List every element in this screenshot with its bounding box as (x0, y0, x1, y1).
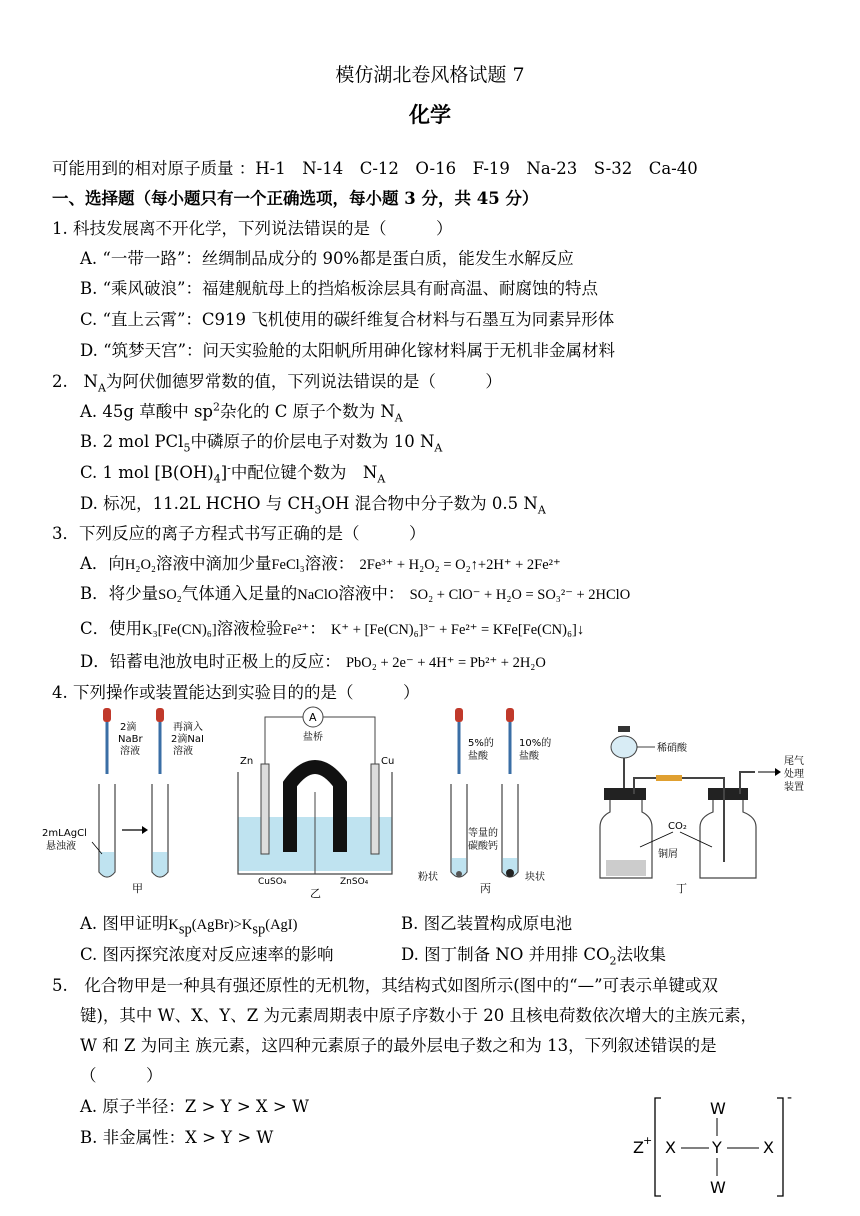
q4-d-text1: D. 图丁制备 NO 并用排 CO (401, 945, 610, 964)
q3-c-end: ： (309, 619, 326, 638)
ding-cu-label: 铜屑 (658, 849, 678, 860)
yi-label: 乙 (310, 887, 321, 900)
cu-label: Cu (381, 756, 395, 767)
bing-powder: 粉状 (418, 872, 438, 883)
q2-b-text2: 中磷原子的价层电子对数为 10 N (190, 432, 435, 451)
q3-option-a (80, 550, 561, 574)
q5-option-a: A. 原子半径：Z > Y > X > W (80, 1097, 309, 1116)
q3-b-so2: SO₂ (158, 587, 182, 603)
jia-label: 甲 (132, 882, 143, 895)
rubber-connector (656, 775, 682, 781)
dropper-bulb (455, 708, 463, 722)
cuso4-label: CuSO₄ (258, 877, 287, 887)
q3-a-text: A．向 (80, 554, 125, 573)
q3-b-naclo: NaClO (297, 587, 339, 603)
q3-option-c (80, 615, 584, 639)
bing-acid2-l1: 10%的 (519, 738, 552, 749)
ding-tail-l2: 处理 (784, 769, 804, 780)
struct-x-right: X (763, 1138, 774, 1157)
q2-b-sub: 5 (183, 441, 191, 455)
q3-d-text: D．铅蓄电池放电时正极上的反应： (80, 652, 341, 671)
copper-scraps (606, 860, 646, 876)
jia-tube-l1: 2mLAgCl (42, 828, 87, 839)
dropper-bulb (103, 708, 111, 722)
arrow-head (775, 768, 781, 776)
wire-right (323, 717, 375, 764)
q5-option-b: B. 非金属性：X > Y > W (80, 1128, 274, 1147)
q3-b-end: 溶液中： (338, 584, 405, 603)
jia-drop2-l3: 溶液 (173, 746, 193, 757)
q2-c-sub2: A (377, 472, 386, 486)
cu-electrode (371, 764, 379, 854)
q4-option-d (401, 941, 666, 967)
ding-tail-l1: 尾气 (784, 756, 804, 767)
q4-a-mid: (AgBr)>K (191, 917, 253, 933)
q3-a-mid: 溶液中滴加少量 (155, 554, 272, 573)
suspension-liquid (100, 852, 115, 877)
q1-option-c: C. “直上云霄”：C919 飞机使用的碳纤维复合材料与石墨互为同素异形体 (80, 310, 615, 329)
struct-y: Y (712, 1138, 722, 1157)
q3-b-text: B．将少量 (80, 584, 159, 603)
q4-a-text: A. 图甲证明 (80, 914, 169, 933)
q3-b-mid: 气体通入足量的 (181, 584, 298, 603)
zn-electrode (261, 764, 269, 854)
q2-option-b (80, 428, 442, 454)
q3-a-end: 溶液： (304, 554, 355, 573)
struct-z-charge: + (643, 1134, 653, 1147)
exam-title: 模仿湖北卷风格试题 7 (335, 64, 525, 86)
ding-gas-label: CO₂ (668, 821, 687, 832)
struct-w-top: W (710, 1099, 726, 1118)
flask-right (700, 800, 756, 878)
q2-option-c (80, 459, 385, 485)
salt-bridge-label: 盐桥 (303, 732, 323, 743)
q4-apparatus-figure (40, 702, 830, 902)
q2-a-sup: 2 (212, 400, 220, 414)
q2-d-text2: OH 混合物中分子数为 0.5 N (321, 494, 538, 513)
suspension-liquid (153, 852, 168, 877)
q2-b-sub2: A (434, 441, 443, 455)
q2-c-bracket: ] (220, 463, 228, 482)
arrow-head (142, 826, 148, 834)
bing-acid1-l2: 盐酸 (468, 751, 488, 762)
atomic-mass-line: 可能用到的相对原子质量 ：H-1 N-14 C-12 O-16 F-19 Na-23 S-32 Ca-40 (52, 159, 698, 178)
subject-title: 化学 (409, 102, 451, 127)
q2-d-text1: D. 标况，11.2L HCHO 与 CH (80, 494, 315, 513)
q3-a-h2o2: H₂O₂ (124, 557, 156, 573)
q4-d-text2: 法收集 (616, 945, 666, 964)
jia-drop1-l2: NaBr (118, 734, 143, 745)
q2-c-sub: 4 (213, 472, 221, 486)
q3-c-equation: K⁺ + [Fe(CN)₆]³⁻ + Fe²⁺ = KFe[Fe(CN)₆]↓ (330, 622, 585, 638)
struct-z: Z (633, 1138, 644, 1157)
q3-c-ion: Fe²⁺ (282, 622, 310, 638)
jia-drop2-l1: 再滴入 (173, 722, 203, 733)
q2-c-text1: C. 1 mol [B(OH) (80, 463, 214, 482)
bing-acid2-l2: 盐酸 (519, 751, 539, 762)
q2-d-sub: 3 (314, 503, 322, 517)
q3-option-b (80, 580, 630, 604)
flask-stopper (604, 788, 646, 800)
q4-option-c: C. 图丙探究浓度对反应速率的影响 (80, 945, 334, 964)
q2-b-text1: B. 2 mol PCl (80, 432, 184, 451)
label-pointer (92, 842, 102, 854)
separatory-funnel (611, 736, 637, 758)
figure-bing (418, 708, 551, 895)
q3-d-equation: PbO₂ + 2e⁻ + 4H⁺ = Pb²⁺ + 2H₂O (345, 655, 546, 671)
q1-option-d: D. “筑梦天宫”：问天实验舱的太阳帆所用砷化镓材料属于无机非金属材料 (80, 341, 616, 360)
powder-caco3 (456, 871, 462, 877)
q3-b-equation: SO₂ + ClO⁻ + H₂O = SO₃²⁻ + 2HClO (409, 587, 631, 603)
figure-jia (42, 708, 204, 895)
section-heading: 一、选择题（每小题只有一个正确选项，每小题 3 分，共 45 分） (52, 189, 539, 208)
bracket-left (655, 1098, 661, 1196)
q4-a-k: K (168, 917, 179, 933)
bracket-right (777, 1098, 783, 1196)
q5-structure-figure (625, 1090, 805, 1205)
q2-na-sub: A (97, 381, 106, 395)
bing-block: 块状 (525, 872, 545, 883)
flask-stopper (708, 788, 748, 800)
q4-a-sp: sp (178, 921, 192, 938)
q2-a-sub: A (394, 411, 403, 425)
block-caco3 (506, 869, 514, 877)
bing-caco3-l2: 碳酸钙 (468, 841, 498, 852)
struct-w-bottom: W (710, 1178, 726, 1197)
q5-stem-line1: 5. 化合物甲是一种具有强还原性的无机物，其结构式如图所示(图中的“—”可表示单键或双 (52, 976, 719, 995)
q1-stem: 1. 科技发展离不开化学，下列说法错误的是（ ） (52, 219, 453, 238)
ding-acid-label: 稀硝酸 (657, 743, 687, 754)
zn-label: Zn (240, 756, 254, 767)
struct-charge: - (787, 1090, 793, 1106)
bing-label: 丙 (480, 882, 491, 895)
q2-c-text2: 中配位键个数为 N (230, 463, 378, 482)
dropper-bulb (506, 708, 514, 722)
q2-stem (52, 368, 502, 394)
wire-left (265, 717, 303, 764)
q3-option-d (80, 648, 546, 672)
q4-d-sub: 2 (609, 954, 617, 968)
jia-drop1-l1: 2滴 (120, 722, 137, 733)
q2-option-d (80, 490, 546, 516)
q4-stem: 4. 下列操作或装置能达到实验目的的是（ ） (52, 683, 420, 702)
q2-a-text2: 杂化的 C 原子个数为 N (219, 402, 395, 421)
q4-option-b: B. 图乙装置构成原电池 (401, 914, 573, 933)
q4-a-end: (AgI) (265, 917, 298, 933)
q2-c-sup: - (227, 461, 231, 475)
q1-option-b: B. “乘风破浪”：福建舰航母上的挡焰板涂层具有耐高温、耐腐蚀的特点 (80, 279, 598, 298)
q4-a-sp2: sp (252, 921, 266, 938)
q2-na: N (83, 372, 98, 391)
funnel-stopper (618, 726, 630, 732)
q5-stem-line2: 键)，其中 W、X、Y、Z 为元素周期表中原子序数小于 20 且核电荷数依次增大的主族元素， (80, 1006, 757, 1025)
q2-number: 2. (52, 372, 68, 391)
figure-yi (238, 707, 394, 900)
q4-option-a (80, 910, 297, 938)
q1-option-a: A. “一带一路”：丝绸制品成分的 90%都是蛋白质，能发生水解反应 (80, 249, 574, 268)
bing-acid1-l1: 5%的 (468, 738, 494, 749)
q2-a-text1: A. 45g 草酸中 sp (80, 402, 213, 421)
q2-option-a (80, 398, 403, 424)
jia-tube-l2: 悬浊液 (46, 841, 76, 852)
q3-c-text: C．使用 (80, 619, 143, 638)
jia-drop2-l2: 2滴NaI (171, 734, 204, 745)
q3-c-reagent: K₃[Fe(CN)₆] (142, 622, 217, 638)
q3-stem: 3．下列反应的离子方程式书写正确的是（ ） (52, 524, 426, 543)
dropper-bulb (156, 708, 164, 722)
jia-drop1-l3: 溶液 (120, 746, 140, 757)
q3-a-fecl3: FeCl₃ (271, 557, 305, 573)
q3-c-mid: 溶液检验 (216, 619, 283, 638)
ammeter-label: A (309, 711, 317, 724)
q5-stem-line3: W 和 Z 为同主 族元素，这四种元素原子的最外层电子数之和为 13，下列叙述错误的是 (80, 1036, 717, 1055)
q2-stem-text: 为阿伏伽德罗常数的值，下列说法错误的是（ ） (105, 372, 502, 391)
ding-label: 丁 (676, 882, 687, 895)
struct-x-left: X (665, 1138, 676, 1157)
znso4-label: ZnSO₄ (340, 877, 369, 887)
q3-a-equation: 2Fe³⁺ + H₂O₂ = O₂↑+2H⁺ + 2Fe²⁺ (359, 557, 561, 573)
q5-stem-line4: （ ） (80, 1066, 163, 1085)
figure-ding (600, 726, 804, 895)
ding-tail-l3: 装置 (784, 782, 804, 793)
bing-caco3-l1: 等量的 (468, 828, 498, 839)
q2-d-sub2: A (537, 503, 546, 517)
